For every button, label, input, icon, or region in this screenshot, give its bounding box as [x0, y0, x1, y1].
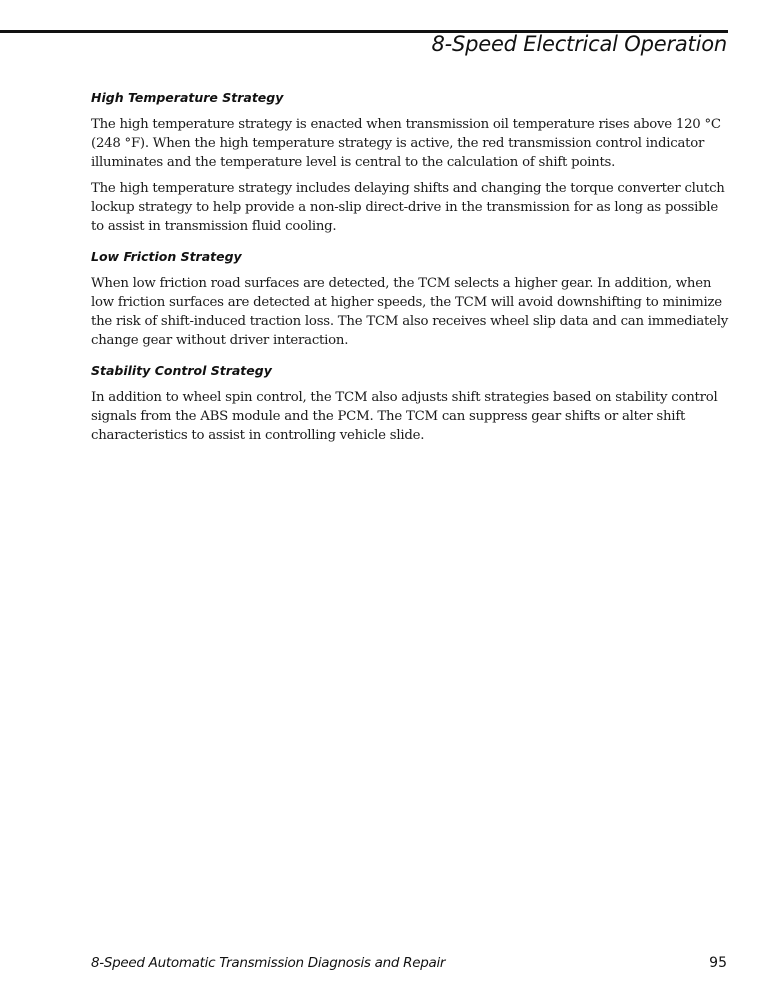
paragraph: The high temperature strategy includes delaying shifts and changing the torque converter clutch lockup strategy to help provide a non-slip direct-drive in the transmission for as long as possible to assist in transmission fluid cooling.	[91, 181, 725, 234]
paragraph: In addition to wheel spin control, the TCM also adjusts shift strategies based on stability control signals from the ABS module and the PCM. The TCM can suppress gear shifts or alter shift characteristics to assist in controlling vehicle slide.	[91, 390, 718, 443]
section-heading: High Temperature Strategy	[91, 90, 284, 105]
section-heading: Low Friction Strategy	[91, 249, 242, 264]
page-footer-title: 8-Speed Automatic Transmission Diagnosis and Repair	[91, 955, 446, 971]
section-high-temperature-strategy	[91, 89, 729, 236]
paragraph: When low friction road surfaces are detected, the TCM selects a higher gear. In addition, when low friction surfaces are detected at higher speeds, the TCM will avoid downshifting to minimize the risk of shift-induced traction loss. The TCM also receives wheel slip data and can immediately change gear without driver interaction.	[91, 276, 728, 348]
page-header-title: 8-Speed Electrical Operation	[431, 32, 727, 56]
page-content	[91, 89, 729, 457]
paragraph: The high temperature strategy is enacted when transmission oil temperature rises above 120 °C (248 °F). When the high temperature strategy is active, the red transmission control indicator illuminates and the temperature level is central to the calculation of shift points.	[91, 117, 721, 170]
section-heading: Stability Control Strategy	[91, 363, 272, 378]
section-low-friction-strategy	[91, 248, 729, 350]
section-stability-control-strategy	[91, 362, 729, 445]
page-number: 95	[709, 955, 727, 971]
